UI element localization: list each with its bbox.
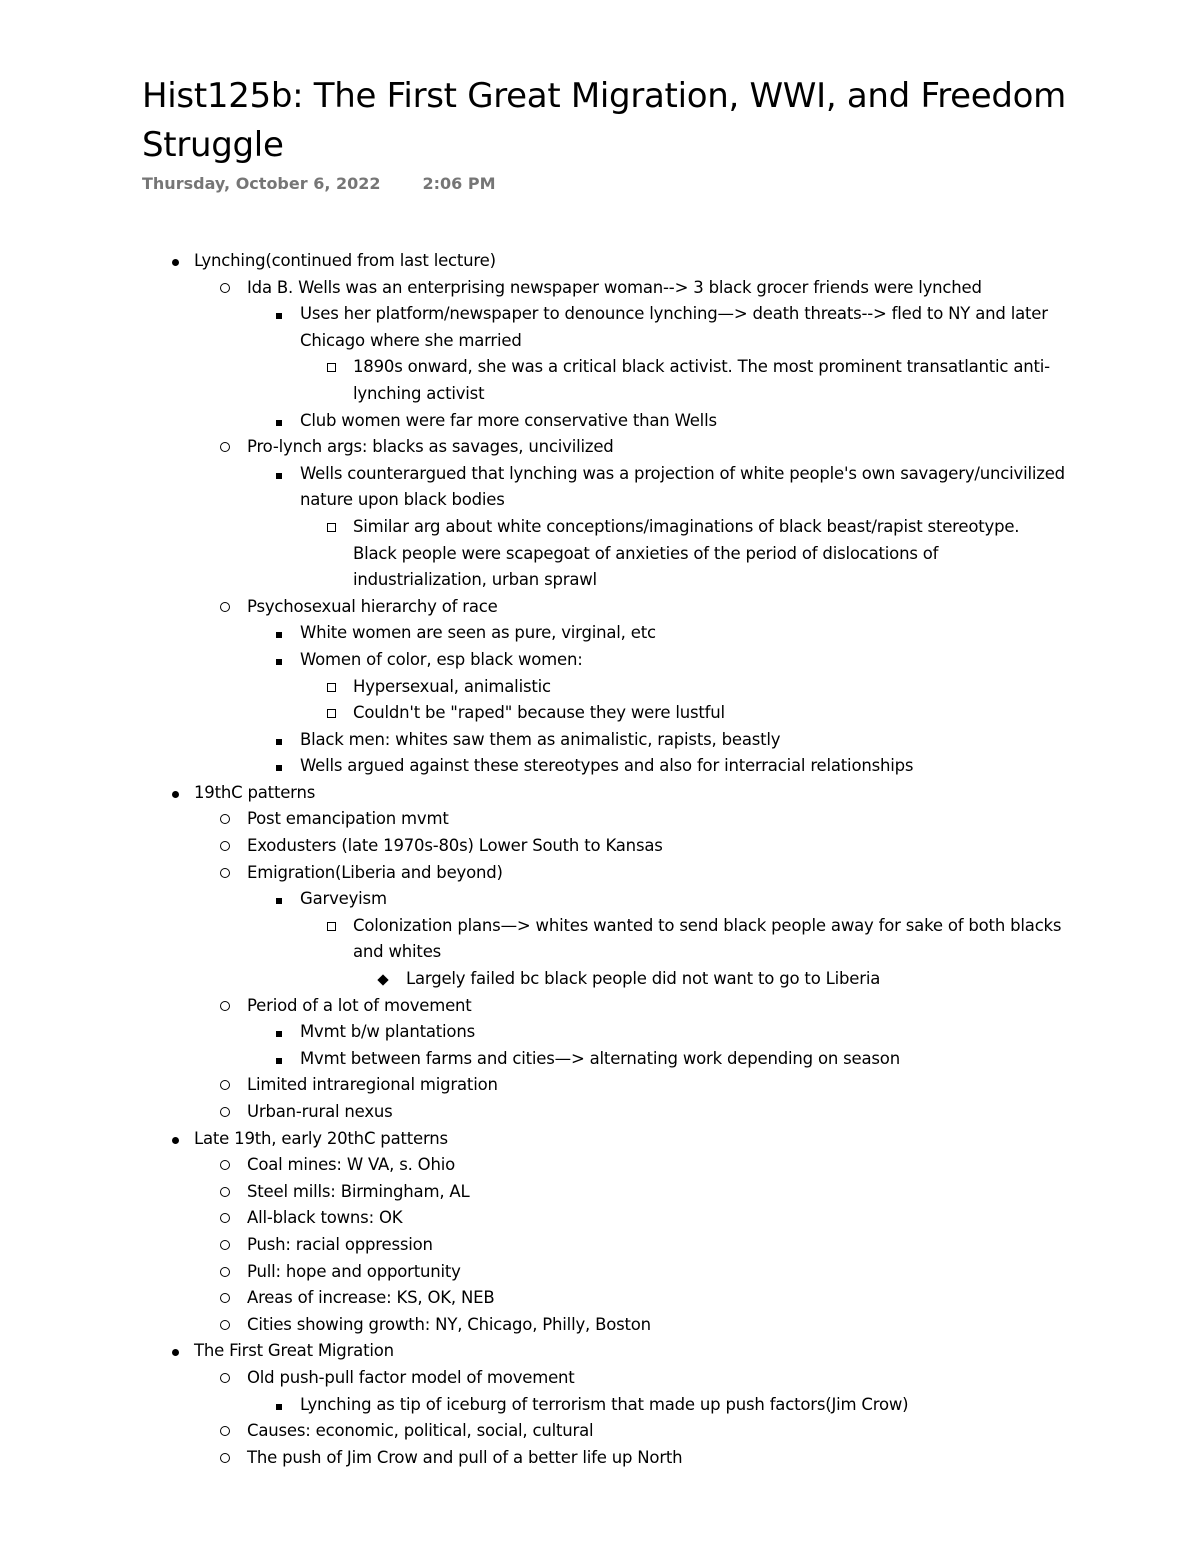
outline-item-text: Women of color, esp black women: <box>300 649 583 669</box>
outline-item-text: Ida B. Wells was an enterprising newspaper woman--> 3 black grocer friends were lynched <box>247 277 982 297</box>
outline-item-text: Causes: economic, political, social, cultural <box>247 1421 594 1441</box>
bullet-marker <box>272 647 286 674</box>
bullet-marker <box>218 1179 232 1206</box>
hollow-circle-bullet-icon <box>220 1453 230 1463</box>
outline-item-text: The First Great Migration <box>194 1341 394 1361</box>
bullet-marker <box>218 1285 232 1312</box>
outline-item-level-1 <box>0 780 1200 807</box>
bullet-marker <box>218 1365 232 1392</box>
outline-item-text: Push: racial oppression <box>247 1234 433 1254</box>
filled-square-bullet-icon <box>276 659 282 665</box>
hollow-circle-bullet-icon <box>220 1187 230 1197</box>
bullet-marker <box>218 1418 232 1445</box>
hollow-circle-bullet-icon <box>220 1426 230 1436</box>
outline-item-level-2 <box>0 1418 1200 1445</box>
hollow-circle-bullet-icon <box>220 1293 230 1303</box>
outline-item-level-4 <box>0 913 1200 966</box>
hollow-square-bullet-icon <box>327 523 336 532</box>
outline-item-level-2 <box>0 993 1200 1020</box>
hollow-square-bullet-icon <box>327 683 336 692</box>
outline-item-level-2 <box>0 1152 1200 1179</box>
page-title: Hist125b: The First Great Migration, WWI, and Freedom Struggle <box>142 76 1066 165</box>
outline-item-text: Wells argued against these stereotypes and also for interracial relationships <box>300 756 914 776</box>
filled-square-bullet-icon <box>276 313 282 319</box>
outline-item-text: 19thC patterns <box>194 782 316 802</box>
hollow-square-bullet-icon <box>327 922 336 931</box>
outline-item-text: Lynching(continued from last lecture) <box>194 251 496 270</box>
hollow-circle-bullet-icon <box>220 1107 230 1117</box>
outline-item-level-1 <box>0 1126 1200 1153</box>
hollow-circle-bullet-icon <box>220 283 230 293</box>
outline-item-level-3 <box>0 301 1200 354</box>
outline-item-level-3 <box>0 1392 1200 1419</box>
hollow-circle-bullet-icon <box>220 868 230 878</box>
outline-item-level-2 <box>0 1072 1200 1099</box>
outline-item-level-3 <box>0 1046 1200 1073</box>
bullet-marker <box>218 434 232 461</box>
bullet-marker <box>324 700 338 727</box>
outline-item-level-2 <box>0 1445 1200 1472</box>
outline-item-level-2 <box>0 1285 1200 1312</box>
outline-item-level-2 <box>0 1179 1200 1206</box>
note-timestamp <box>142 174 496 193</box>
outline-item-level-3 <box>0 1019 1200 1046</box>
bullet-marker <box>168 1126 182 1153</box>
filled-square-bullet-icon <box>276 632 282 638</box>
outline-item-text: Steel mills: Birmingham, AL <box>247 1181 470 1201</box>
outline-item-level-3 <box>0 620 1200 647</box>
outline-item-text: Late 19th, early 20thC patterns <box>194 1128 448 1148</box>
bullet-marker <box>218 1072 232 1099</box>
outline-item-level-2 <box>0 1205 1200 1232</box>
hollow-circle-bullet-icon <box>220 442 230 452</box>
outline-item-level-2 <box>0 1232 1200 1259</box>
outline-item-text: Lynching as tip of iceburg of terrorism that made up push factors(Jim Crow) <box>300 1394 909 1414</box>
outline-item-level-3 <box>0 647 1200 674</box>
outline-item-level-2 <box>0 275 1200 302</box>
bullet-marker <box>168 780 182 807</box>
bullet-marker <box>218 1205 232 1232</box>
outline-item-text: Pro-lynch args: blacks as savages, uncivilized <box>247 437 614 457</box>
outline-item-level-1 <box>0 1338 1200 1365</box>
bullet-marker <box>324 674 338 701</box>
bullet-marker <box>218 1099 232 1126</box>
outline-item-text: Coal mines: W VA, s. Ohio <box>247 1155 456 1175</box>
bullet-marker <box>272 886 286 913</box>
outline-item-text: Largely failed bc black people did not want to go to Liberia <box>406 969 881 989</box>
outline-item-level-4 <box>0 354 1200 407</box>
note-time: 2:06 PM <box>422 174 496 193</box>
bullet-marker <box>272 727 286 754</box>
filled-square-bullet-icon <box>276 420 282 426</box>
outline-item-level-3 <box>0 886 1200 913</box>
bullet-marker <box>218 993 232 1020</box>
outline-item-level-4 <box>0 514 1200 594</box>
bullet-marker <box>324 514 338 541</box>
outline-item-level-2 <box>0 1259 1200 1286</box>
bullet-marker <box>218 1445 232 1472</box>
bullet-marker <box>272 753 286 780</box>
outline-item-text: Mvmt between farms and cities—> alternating work depending on season <box>300 1048 900 1068</box>
bullet-marker <box>218 1312 232 1339</box>
filled-circle-bullet-icon <box>172 791 179 798</box>
bullet-marker <box>324 913 338 940</box>
filled-square-bullet-icon <box>276 898 282 904</box>
bullet-marker <box>218 833 232 860</box>
outline-item-text: Period of a lot of movement <box>247 995 472 1015</box>
bullet-marker <box>376 966 390 993</box>
bullet-marker <box>218 1259 232 1286</box>
outline-item-level-2 <box>0 860 1200 887</box>
outline-item-text: Garveyism <box>300 889 387 909</box>
filled-square-bullet-icon <box>276 1058 282 1064</box>
outline-item-level-2 <box>0 1312 1200 1339</box>
hollow-circle-bullet-icon <box>220 602 230 612</box>
outline-item-text: Mvmt b/w plantations <box>300 1022 475 1042</box>
outline-item-text: Couldn't be "raped" because they were lustful <box>353 703 725 723</box>
outline-item-level-4 <box>0 674 1200 701</box>
hollow-circle-bullet-icon <box>220 1080 230 1090</box>
bullet-marker <box>272 408 286 435</box>
outline-item-text: Black men: whites saw them as animalistic, rapists, beastly <box>300 729 781 749</box>
bullet-marker <box>272 1046 286 1073</box>
note-date: Thursday, October 6, 2022 <box>142 174 381 193</box>
outline-item-level-5 <box>0 966 1200 993</box>
outline-item-level-3 <box>0 461 1200 514</box>
outline-item-level-3 <box>0 753 1200 780</box>
outline-item-text: Club women were far more conservative than Wells <box>300 410 717 430</box>
hollow-square-bullet-icon <box>327 709 336 718</box>
outline-item-level-3 <box>0 727 1200 754</box>
outline-item-level-2 <box>0 1365 1200 1392</box>
outline-item-text: All-black towns: OK <box>247 1208 403 1228</box>
bullet-marker <box>218 594 232 621</box>
hollow-circle-bullet-icon <box>220 1267 230 1277</box>
bullet-marker <box>272 1019 286 1046</box>
hollow-circle-bullet-icon <box>220 841 230 851</box>
hollow-circle-bullet-icon <box>220 1320 230 1330</box>
outline-item-level-2 <box>0 434 1200 461</box>
filled-circle-bullet-icon <box>172 259 179 266</box>
filled-square-bullet-icon <box>276 739 282 745</box>
hollow-square-bullet-icon <box>327 363 336 372</box>
bullet-marker <box>168 248 182 275</box>
filled-circle-bullet-icon <box>172 1349 179 1356</box>
outline-item-level-2 <box>0 833 1200 860</box>
outline-item-text: Urban-rural nexus <box>247 1102 393 1121</box>
bullet-marker <box>272 301 286 328</box>
outline-item-level-3 <box>0 408 1200 435</box>
outline-item-text: Limited intraregional migration <box>247 1075 498 1095</box>
outline-item-level-4 <box>0 700 1200 727</box>
bullet-marker <box>218 1232 232 1259</box>
hollow-circle-bullet-icon <box>220 1001 230 1011</box>
filled-square-bullet-icon <box>276 765 282 771</box>
outline-item-text: Exodusters (late 1970s-80s) Lower South to Kansas <box>247 836 663 856</box>
filled-square-bullet-icon <box>276 473 282 479</box>
outline-item-text: Cities showing growth: NY, Chicago, Philly, Boston <box>247 1314 651 1334</box>
bullet-marker <box>272 620 286 647</box>
outline-item-text: Colonization plans—> whites wanted to send black people away for sake of both blacks and whites <box>353 915 1062 962</box>
hollow-circle-bullet-icon <box>220 814 230 824</box>
bullet-marker <box>272 461 286 488</box>
bullet-marker <box>218 1152 232 1179</box>
hollow-circle-bullet-icon <box>220 1213 230 1223</box>
hollow-circle-bullet-icon <box>220 1160 230 1170</box>
filled-circle-bullet-icon <box>172 1137 179 1144</box>
outline-item-text: White women are seen as pure, virginal, etc <box>300 623 656 643</box>
outline-item-level-2 <box>0 594 1200 621</box>
outline-item-text: 1890s onward, she was a critical black activist. The most prominent transatlantic anti-lynching activist <box>353 357 1050 403</box>
hollow-circle-bullet-icon <box>220 1373 230 1383</box>
bullet-marker <box>218 860 232 887</box>
bullet-marker <box>272 1392 286 1419</box>
diamond-bullet-icon <box>377 974 388 985</box>
outline-item-text: Uses her platform/newspaper to denounce lynching—> death threats--> fled to NY and later Chicago where she married <box>300 304 1048 350</box>
outline-item-level-1 <box>0 248 1200 275</box>
outline-item-text: Post emancipation mvmt <box>247 809 449 829</box>
outline-item-text: Old push-pull factor model of movement <box>247 1367 575 1387</box>
bullet-marker <box>324 354 338 381</box>
bullet-marker <box>218 806 232 833</box>
outline-item-text: The push of Jim Crow and pull of a better life up North <box>247 1447 683 1467</box>
outline-item-level-2 <box>0 1099 1200 1126</box>
outline-item-text: Areas of increase: KS, OK, NEB <box>247 1288 495 1308</box>
outline-item-text: Wells counterargued that lynching was a projection of white people's own savagery/uncivilized nature upon black bodies <box>300 463 1065 510</box>
bullet-marker <box>218 275 232 302</box>
filled-square-bullet-icon <box>276 1031 282 1037</box>
outline-item-text: Hypersexual, animalistic <box>353 676 551 696</box>
outline-item-text: Emigration(Liberia and beyond) <box>247 862 503 882</box>
notes-outline <box>0 248 1200 1471</box>
outline-item-text: Pull: hope and opportunity <box>247 1261 461 1281</box>
hollow-circle-bullet-icon <box>220 1240 230 1250</box>
outline-item-text: Similar arg about white conceptions/imaginations of black beast/rapist stereotype. Black people were scapegoat of anxieties of the period of dislocations of industrialization, urban sprawl <box>353 516 1020 590</box>
outline-item-level-2 <box>0 806 1200 833</box>
filled-square-bullet-icon <box>276 1404 282 1410</box>
outline-item-text: Psychosexual hierarchy of race <box>247 596 498 616</box>
bullet-marker <box>168 1338 182 1365</box>
